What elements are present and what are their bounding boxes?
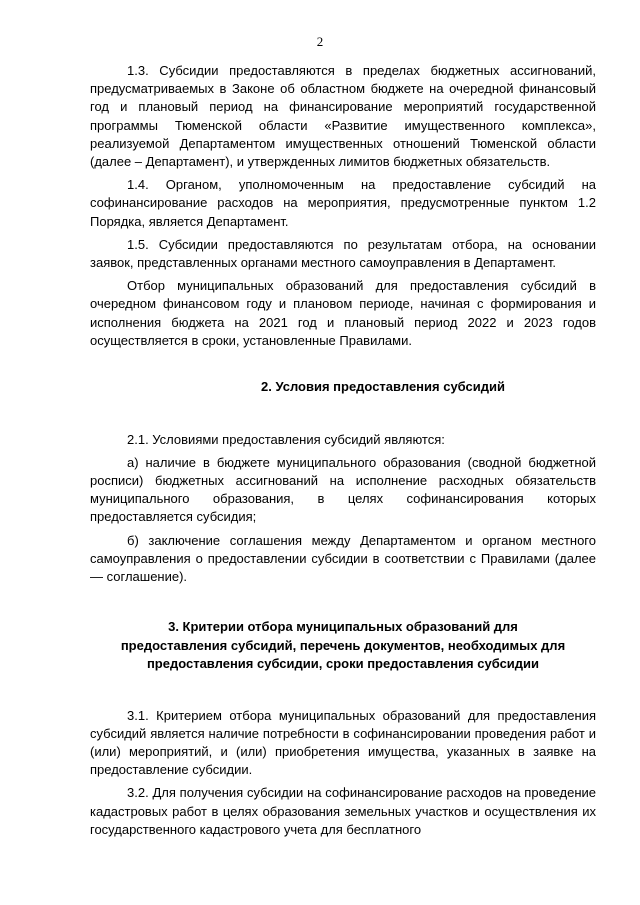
section-2-heading: 2. Условия предоставления субсидий [261, 379, 505, 395]
paragraph-3-2: 3.2. Для получения субсидии на софинансирование расходов на проведение кадастровых работ в целях образования земельных участков и осуществления их государственного кадастрового учета для бесплатного [90, 785, 596, 837]
paragraph-3-1: 3.1. Критерием отбора муниципальных образований для предоставления субсидий является наличие потребности в софинансировании проведения работ и (или) мероприятий, и (или) приобретения имущества, указанных в заявке на предоставление субсидии. [90, 707, 596, 778]
paragraph-1-3: 1.3. Субсидии предоставляются в пределах бюджетных ассигнований, предусматриваемых в Законе об областном бюджете на очередной финансовый год и плановый период на финансирование мероприятий государственной программы Тюменской области «Развитие имущественного комплекса», реализуемой Департаментом имущественных отношений Тюменской области (далее – Департамент), и утвержденных лимитов бюджетных обязательств. [90, 63, 596, 170]
page-content [90, 62, 596, 839]
paragraph-1-5: 1.5. Субсидии предоставляются по результатам отбора, на основании заявок, представленных органами местного самоуправления в Департамент. [90, 236, 596, 271]
paragraph-1-4: 1.4. Органом, уполномоченным на предоставление субсидий на софинансирование расходов на мероприятия, предусмотренные пунктом 1.2 Порядка, является Департамент. [90, 177, 596, 229]
paragraph-2-1: 2.1. Условиями предоставления субсидий являются: [127, 431, 445, 447]
paragraph-2-1-a: а) наличие в бюджете муниципального образования (сводной бюджетной росписи) бюджетных ассигнований на исполнение расходных обязательств муниципального образования, в целях софинансирования которых предоставляется субсидия; [90, 454, 596, 525]
page-number: 2 [316, 34, 324, 49]
section-3-heading-line: предоставления субсидии, сроки предоставления субсидии [146, 656, 540, 672]
section-3-heading-line: предоставления субсидий, перечень документов, необходимых для [120, 637, 566, 653]
section-3-heading [90, 618, 596, 674]
paragraph-selection: Отбор муниципальных образований для предоставления субсидий в очередном финансовом году и плановом периоде, начиная с формирования и исполнения бюджета на 2021 год и плановый период 2022 и 2023 годов осуществляется в сроки, установленные Правилами. [90, 278, 596, 348]
paragraph-2-1-b: б) заключение соглашения между Департаментом и органом местного самоуправления о предоставлении субсидии в соответствии с Правилами (далее — соглашение). [90, 532, 596, 584]
section-3-heading-line: 3. Критерии отбора муниципальных образований для [168, 619, 518, 635]
